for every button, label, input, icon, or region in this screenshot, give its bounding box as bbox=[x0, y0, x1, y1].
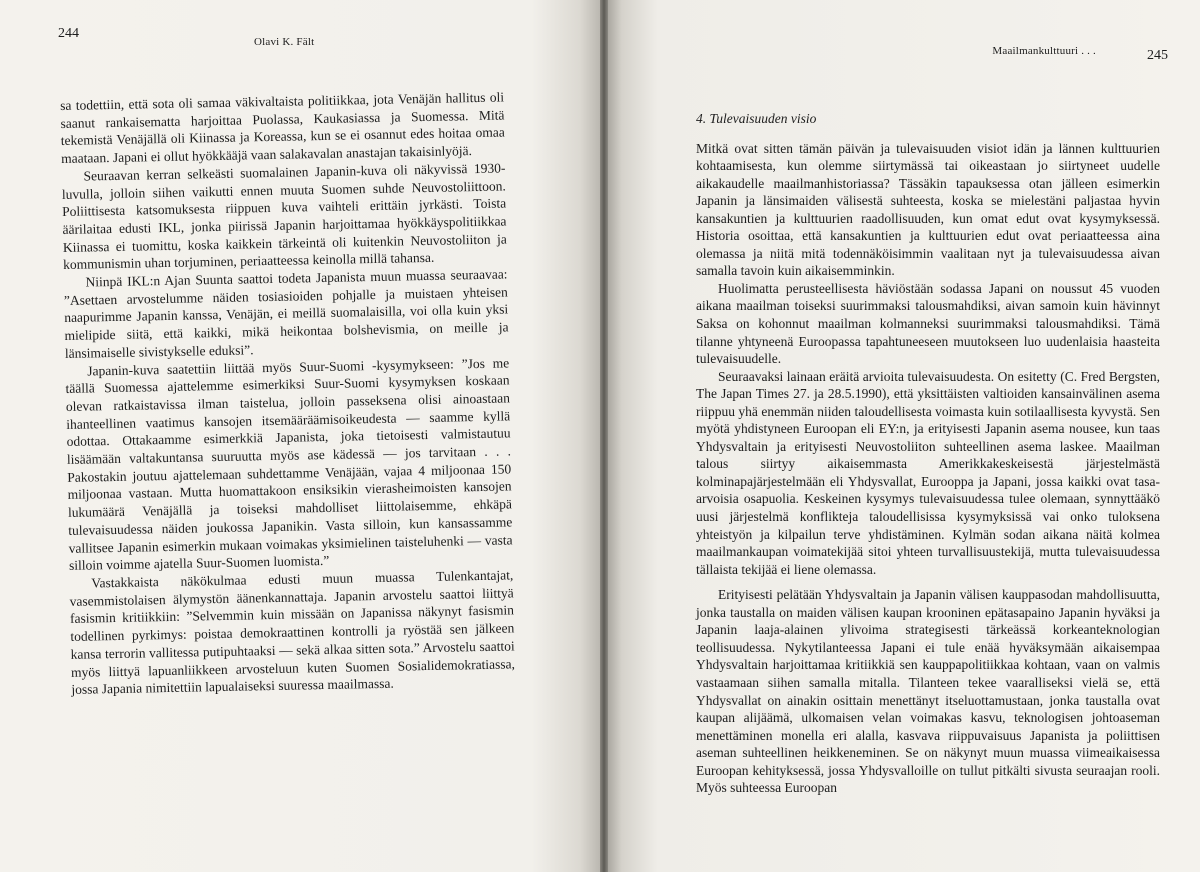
paragraph: Niinpä IKL:n Ajan Suunta saattoi todeta Japanista muun muassa seuraavaa: ”Asettaen arvostelumme näiden tosiasioiden pohjalle ja muistaen yhteisen naapurimme Japanin kanssa, Venäjän, ei meillä suomalaisilla, voi olla kuin yksi mielipide siitä, että kaikki, mikä heikontaa bolshevismia, on meille ja länsimaiselle sivistykselle eduksi”. bbox=[63, 266, 509, 361]
paragraph: Japanin-kuva saatettiin liittää myös Suur-Suomi -kysymykseen: ”Jos me täällä Suomessa ajattelemme esimerkiksi Suur-Suomi kysymyksen koskaan olevan ratkaistavissa ilman taistelua, jolloin passeksena olisi ainoastaan ihanteellinen vaatimus kansojen itsemääräämisoikeudesta — saamme kyllä odottaa. Ottakaamme esimerkkiä Japanista, joka tietoisesti valmistautuu lisäämään valtakuntansa suuruutta myös ase kädessä — jos tarvitaan . . . Pakostakin joutuu ajattelemaan suhdettamme Venäjään, vajaa 4 miljoonaa 150 miljoonaa vastaan. Mutta huomattakoon ensiksikin vierasheimoisten kansojen lukumäärä Venäjällä ja toiseksi mahdolliset liittolaisemme, ehkäpä tulevaisuudessa näiden joukossa Japanikin. Vasta silloin, kun kansassamme vallitsee Japanin esimerkin mukaan voimakas yksimielinen taisteluhenki — vasta silloin voimme ajatella Suur-Suomen luomista.” bbox=[65, 354, 513, 574]
paragraph: Erityisesti pelätään Yhdysvaltain ja Japanin välisen kauppasodan mahdollisuutta, jonka taustalla on maiden välisen kaupan krooninen epätasapaino Japanin hyväksi ja Japanin laaja-alainen ylivoima strategisesti tärkeässä korkeanteknologian teollisuudessa. Nykytilanteessa Japani ei tule enää hyväksymään aikaisempaa Yhdysvaltain harjoittamaa kritiikkiä sen kauppapolitiikkaa kohtaan, vaan on valmis vastaamaan siihen samalla mitalla. Tilanteen tekee vaaralliseksi vielä se, että Yhdysvallat on ainakin osittain menettänyt itseluottamustaan, jonka taustalla ovat kaupan alijäämä, ulkomaisen velan voimakas kasvu, teknologisen johtoaseman menettäminen monella eri alalla, kasvava riippuvaisuus Japanista ja poliittisen aseman suhteellinen heikkeneminen. Se on näkynyt muun muassa viimeaikaisessa Euroopan kehityksessä, jossa Yhdysvalloille on tullut pitkälti sivusta seuraajan rooli. Myös suhteessa Euroopan bbox=[696, 587, 1160, 796]
book-gutter bbox=[600, 0, 608, 872]
paragraph: Seuraavaksi lainaan eräitä arvioita tulevaisuudesta. On esitetty (C. Fred Bergsten, The Japan Times 27. ja 28.5.1990), että yksittäisten valtioiden kansainvälinen asema riippuu yhä enemmän niiden taloudellisesta voimasta kuin sotilaallisesta kyvystä. Sen myötä yhdistyneen Euroopan eli EY:n, ja erityisesti Japanin asema nousee, kun taas Yhdysvaltain ja erityisesti Neuvostoliiton suhteellinen asema laskee. Maailman talous siirtyy aikaisemmasta Amerikkakeskeisestä järjestelmästä kolminapajärjestelmään eli Yhdysvallat, Eurooppa ja Japani, jossa kaikki ovat tasa-arvoisia osapuolia. Keskeinen kysymys tulevaisuudessa tulee olemaan, synnyttääkö uusi järjestelmä konflikteja taloudellisissa kysymyksissä vai onko tuloksena yhteistyön ja kilpailun terve yhdistäminen. Kylmän sodan aikana näitä kolmea maailmankaupan voimatekijää sitoi yhteen turvallisuustekijä, mutta tulevaisuudessa tällaista tekijää ei liene olemassa. bbox=[696, 368, 1160, 577]
paragraph: Mitkä ovat sitten tämän päivän ja tulevaisuuden visiot idän ja lännen kulttuurien kohtaamisesta, kun olemme siirtymässä tai oikeastaan jo siirtyneet uudelle aikakaudelle maailmanhistoriassa? Tässäkin tapauksessa otan jälleen esimerkin Japanin ja länsimaiden välisestä suhteesta, koska se mielestäni paljastaa hyvin kansakuntien ja kulttuurien raadollisuuden, kun omat edut ovat kysymyksessä. Historia osoittaa, että kansakuntien ja kulttuurien edut ovat periaatteessa aina olemassa ja niitä mitä todennäköisimmin vaalitaan nyt ja tulevaisuudessa aivan samalla tavoin kuin aikaisemminkin. bbox=[696, 140, 1160, 279]
paragraph: Vastakkaista näkökulmaa edusti muun muassa Tulenkantajat, vasemmistolaisen älymystön äänenkannattaja. Japanin arvostelu saattoi liittyä fasismin kritiikkiin: ”Selvemmin kuin missään on Japanissa näkynyt fasismin todellinen pyrkimys: poistaa demokraattinen kontrolli ja ryöstää sen jälkeen kansa terrorin vallitessa putipuhtaaksi — sekä alkaa sitten sota.” Arvostelu saattoi myös liittyä lapuanliikkeen arvosteluun kuten Suomen Sosialidemokratiassa, jossa Japania nimitettiin lapualaiseksi suuressa maailmassa. bbox=[69, 567, 516, 698]
left-page-body bbox=[60, 88, 515, 698]
right-page-body bbox=[696, 110, 1160, 797]
section-heading: 4. Tulevaisuuden visio bbox=[696, 111, 817, 126]
running-head-left: Olavi K. Fält bbox=[254, 36, 315, 48]
paragraph: Huolimatta perusteellisesta häviöstään sodassa Japani on noussut 45 vuoden aikana maailman toiseksi suurimmaksi talousmahdiksi, aivan samoin kuin hävinnyt Saksa on kohonnut maailman kolmanneksi suurimmaksi talousmahdiksi. Tämä tilanne yhtyneenä Euroopassa tapahtuneeseen muutokseen luo uudenlaisia haasteita tulevaisuudelle. bbox=[696, 280, 1160, 367]
right-page bbox=[604, 0, 1200, 872]
paragraph: Seuraavan kerran selkeästi suomalainen Japanin-kuva oli näkyvissä 1930-luvulla, jolloin siihen vaikutti ennen muuta Suomen suhde Neuvostoliittoon. Poliittisesta katsomuksesta riippuen kuva vaihteli erittäin jyrkästi. Toista äärilaitaa edusti IKL, jonka piirissä Japanin harjoittamaa hyökkäyspolitiikkaa Kiinassa ei tuomittu, koska kaikkein tärkeintä oli kuitenkin Neuvostoliiton ja kommunismin uhan torjuminen, periaatteessa keinolla millä tahansa. bbox=[61, 160, 507, 273]
page-number-left: 244 bbox=[58, 26, 79, 41]
running-head-right: Maailmankulttuuri . . . bbox=[992, 45, 1096, 57]
paragraph: sa todettiin, että sota oli samaa väkivaltaista politiikkaa, jota Venäjän hallitus oli saanut rankaisematta harjoittaa Puolassa, Kaukasiassa ja Suomessa. Mitä tekemistä Venäjällä oli Kiinassa ja Koreassa, kun se ei osannut edes hoitaa omaa maataan. Japani ei ollut hyökkääjä vaan salakavalan anastajan takaisinlyöjä. bbox=[60, 89, 505, 167]
page-number-right: 245 bbox=[1147, 48, 1168, 63]
